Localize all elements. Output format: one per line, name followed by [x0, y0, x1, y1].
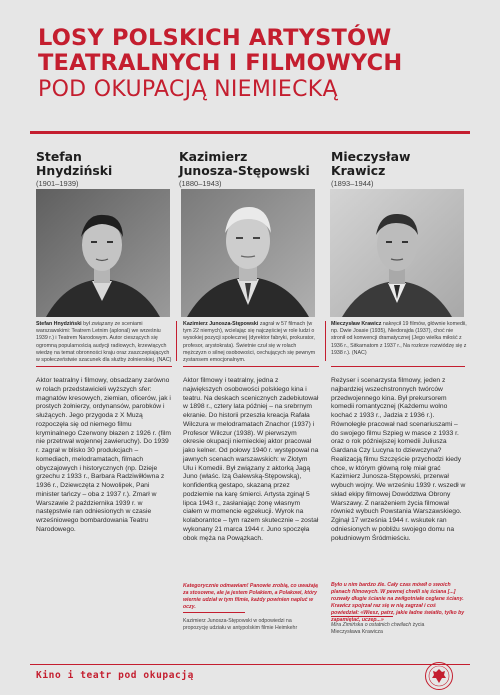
portrait-image — [181, 189, 315, 317]
quote-krawicz: Było u nim bardzo źle. Cały czas mówił o swoich planach filmowych. W pewnej chwili się ściana [...] rozwały długie ścianie na zwiłgotniałe ceglane ściany. Krawicz spojrzał raz się w nią zagrzał i coś powiedział: «Wiesz, patrz, jakie ładne światło, tylko by zapamiętać, uczep...» — [331, 582, 465, 623]
portrait-image — [330, 189, 464, 317]
artist-name-last: Junosza-Stępowski — [179, 163, 310, 178]
artist-name-first: Mieczysław — [331, 149, 411, 164]
artist-name-first: Kazimierz — [179, 149, 248, 164]
caption-name: Stefan Hnydziński — [36, 321, 82, 327]
footer-label: Kino i teatr pod okupacją — [36, 670, 194, 681]
artist-heading-1 — [36, 150, 176, 189]
column-divider — [325, 321, 326, 361]
footer-divider — [30, 664, 470, 665]
header — [38, 26, 478, 103]
column-divider — [176, 321, 177, 361]
portrait-photo-krawicz — [330, 189, 464, 317]
biography-text-1: Aktor teatralny i filmowy, obsadzany zarówno w rolach przedstawicieli wyższych sfer: magnatów kresowych, ziemian, oficerów, jak i prostych żołnierzy, ordynansów, parobków i służących. Jego przygoda z X Muzą rozpoczęła się od niemego filmu kryminalnego Czerwony błazen z 1926 r. (film nie przetrwał wojennej zawieruchy). Do 1939 r. zagrał w blisko 30 produkcjach – komediach, melodramatach, filmach obyczajowych i historycznych (np. Dzieje grzechu z 1933 r., Barbara Radziwiłłówna z 1936 r., Dziewczęta z Nowolipek, Pani minister tańczy – oba z 1937 r.). Zmarł w Warszawie 2 października 1939 r. w następstwie ran odniesionych w czasie wrześniowego bombardowania Teatru Narodowego. — [36, 377, 171, 533]
artist-name-first: Stefan — [36, 149, 82, 164]
title-line-2: TEATRALNYCH I FILMOWYCH — [38, 50, 403, 76]
quote-source — [331, 622, 451, 636]
quote-source-italic: Mira Zimińska o ostatnich chwilach — [331, 622, 412, 628]
artist-name-last: Krawicz — [331, 163, 386, 178]
quote-source: Kazimierz Junosza-Stępowski w odpowiedzi na propozycję udziału w antypolskim filmie Heimkehr — [183, 618, 298, 631]
caption-text: nakręcił 19 filmów, głównie komedii, np. Dwie Joasie (1935), Niedorajda (1937), choć nie stronił od konwencji dramatycznej (Jego wielka miłość z 1936 r., Sitkarnatom z 1937 r., Na rozkrze rozwiódzę się z 1938 r.). (NAC) — [331, 321, 467, 356]
artist-dates: (1901–1939) — [36, 179, 79, 188]
portrait-image — [36, 189, 170, 317]
quote-junosza-stepowski: Kategorycznie odmawiam! Panowie zrobią, co uważają za stosowne, ale ja jestem Polakiem, a Polakowi, który wiernie udział w tym filmie, każdy powinien napluć w oczy. — [183, 583, 318, 610]
quote-divider — [183, 612, 245, 613]
portrait-photo-junosza-stepowski — [181, 189, 315, 317]
caption-divider — [331, 366, 465, 367]
quote-divider — [331, 616, 393, 617]
institute-seal-icon — [424, 661, 454, 691]
photo-caption-1 — [36, 321, 172, 364]
artist-name-last: Hnydziński — [36, 163, 113, 178]
biography-text-2: Aktor filmowy i teatralny, jedna z największych osobowości polskiego kina i teatru. Na deskach scenicznych zadebiutował w 1898 r., cztery lata później – na srebrnym ekranie. Do historii przeszła kreacja Rafała Wilczura w melodramatach Znachor (1937) i Profesor Wilczur (1938). W pierwszym okresie okupacji niemieckiej aktor pracował jako kelner. Od połowy 1940 r. występował na jawnych scenach warszawskich: w Złotym Ulu i Komedii. Był związany z aktorką Jagą Juno (właśc. Izą Galewską-Stępowską), konfidentką gestapo, skazaną przez podziemie na karę śmierci. Artysta zginął 5 lipca 1943 r., zasłaniając żonę własnym ciałem w momencie egzekucji. Wyrok na kolaborantce – tym razem skutecznie – został wykonany 21 marca 1944 r. Juno spoczęła obok męża na Powązkach. — [183, 377, 319, 542]
biography-text-3: Reżyser i scenarzysta filmowy, jeden z najbardziej wszechstronnych twórców przedwojennego kina. Był prekursorem komedii romantycznej (Każdemu wolno kochać z 1933 r., Jadzia z 1936 r.). Równolegle pracował nad scenariuszami – do swojego filmu Szpieg w masce z 1933 r. oraz o rok późniejszej komedii Juliusza Gardana Czy Lucyna to dziewczyna? Realizacją filmu Szczęście przychodzi kiedy chce, w którym główną rolę miał grać Kazimierz Junosza-Stępowski, przerwał wybuch wojny. We wrześniu 1939 r. wszedł w skład ekipy filmowej Dowództwa Obrony Warszawy. Z narażeniem życia filmował również wybuch Powstania Warszawskiego. Zginął 17 września 1944 r. wskutek ran odniesionych w pobliżu swojego domu na południowym Śródmieściu. — [331, 377, 466, 542]
artist-heading-2 — [179, 150, 319, 189]
caption-name: Kazimierz Junosza-Stępowski — [183, 321, 259, 327]
artist-heading-3 — [331, 150, 471, 189]
title-line-1: LOSY POLSKICH ARTYSTÓW — [38, 25, 392, 51]
photo-caption-3 — [331, 321, 467, 357]
caption-text: zagrał w 57 filmach (w tym 22 niemych), wcielając się najczęściej w role ludzi o wysokiej pozycji społecznej (dyrektor fabryki, prokurator, profesor, arystokrata). Świetnie czuł się w rolach mężczyzn o silnej osobowości, cechujących się pewnym zystansem emocjonalnym. — [183, 321, 316, 364]
artist-dates: (1880–1943) — [179, 179, 222, 188]
header-divider — [30, 131, 470, 134]
caption-name: Mieczysław Krawicz — [331, 321, 382, 327]
caption-divider — [183, 366, 319, 367]
caption-divider — [36, 366, 172, 367]
subtitle: POD OKUPACJĄ NIEMIECKĄ — [38, 77, 338, 102]
artist-dates: (1893–1944) — [331, 179, 374, 188]
caption-text: był związany ze sceniami warszawskimi: Teatrem Letnim (aplonal) we wrześniu 1939 r.) i Teatrem Narodowym. Autor cieszących się ogromną popularnością audycji radiowych, krzewiących wiedzę na temat obronności kraju oraz zaszczepiających w społeczeństwie szacunek dla służby żołnierskiej. (NAC) — [36, 321, 172, 364]
photo-caption-2 — [183, 321, 319, 364]
quote-source-rest: życia Mieczysława Krawicza — [331, 622, 425, 635]
portrait-photo-hnydzinski — [36, 189, 170, 317]
